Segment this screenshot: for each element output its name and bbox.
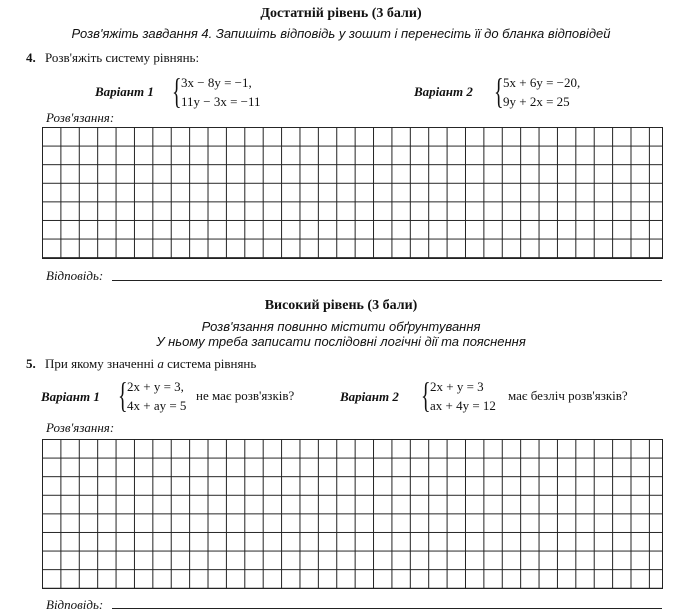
section2-instruction2: У ньому треба записати послідовні логічні дії та пояснення bbox=[156, 334, 526, 349]
task5-text-prefix: При якому значенні bbox=[45, 356, 155, 371]
equation: 2x + y = 3 bbox=[430, 379, 484, 394]
equation: 9y + 2x = 25 bbox=[503, 94, 570, 109]
equation: 4x + ay = 5 bbox=[127, 398, 187, 413]
task5-solution-grid[interactable] bbox=[42, 439, 663, 589]
task5-answer-label: Відповідь: bbox=[46, 597, 104, 612]
equation: ax + 4y = 12 bbox=[430, 398, 496, 413]
task5-number: 5. bbox=[26, 356, 36, 371]
task4-answer-label: Відповідь: bbox=[46, 268, 104, 283]
section1-instruction: Розв'яжіть завдання 4. Запишіть відповідь у зошит і перенесіть її до бланка відповідей bbox=[71, 26, 611, 41]
task5-variant2-system bbox=[421, 377, 496, 415]
equation: 11y − 3x = −11 bbox=[181, 94, 261, 109]
section1-title: Достатній рівень (3 бали) bbox=[260, 6, 422, 21]
equation: 5x + 6y = −20, bbox=[503, 75, 581, 90]
task5-variant2-label: Варіант 2 bbox=[340, 389, 399, 404]
task4-solution-grid[interactable] bbox=[42, 127, 663, 259]
task4-solution-label: Розв'язання: bbox=[46, 110, 115, 125]
task4-variant1-system bbox=[172, 73, 261, 111]
task5-text bbox=[45, 356, 256, 372]
task5-variant1-label: Варіант 1 bbox=[41, 389, 100, 404]
brace-icon: { bbox=[118, 375, 128, 415]
equation: 2x + y = 3, bbox=[127, 379, 184, 394]
task4-variant1-label: Варіант 1 bbox=[95, 84, 154, 99]
task5-parameter: a bbox=[157, 356, 164, 371]
brace-icon: { bbox=[494, 71, 504, 111]
task5-variant2-question: має безліч розв'язків? bbox=[508, 388, 628, 403]
equation: 3x − 8y = −1, bbox=[181, 75, 252, 90]
task4-variant2-system bbox=[494, 73, 580, 111]
task5-answer-line[interactable] bbox=[112, 607, 662, 609]
brace-icon: { bbox=[172, 71, 182, 111]
task4-answer-line[interactable] bbox=[112, 279, 662, 281]
task4-number: 4. bbox=[26, 50, 36, 65]
task5-variant1-question: не має розв'язків? bbox=[196, 388, 295, 403]
task5-variant1-system bbox=[118, 377, 186, 415]
section2-title: Високий рівень (3 бали) bbox=[264, 298, 418, 313]
task4-text: Розв'яжіть систему рівнянь: bbox=[45, 50, 200, 65]
section2-instruction1: Розв'язання повинно містити обґрунтування bbox=[201, 319, 481, 334]
task5-solution-label: Розв'язання: bbox=[46, 420, 115, 435]
task4-variant2-label: Варіант 2 bbox=[414, 84, 473, 99]
task5-text-suffix: система рівнянь bbox=[167, 356, 257, 371]
brace-icon: { bbox=[421, 375, 431, 415]
